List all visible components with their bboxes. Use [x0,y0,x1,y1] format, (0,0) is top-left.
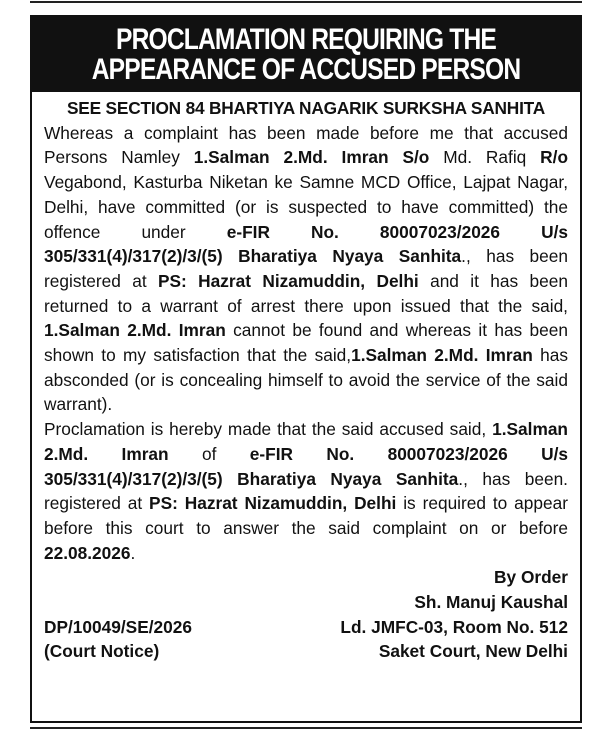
notice-body [32,92,580,664]
bold-text: e-FIR No. 80007023/2026 U/s 305/331(4)/317(2)/3/(5) Bharatiya Nyaya Sanhita [44,221,568,267]
bold-text: PS: Hazrat Nizamuddin, Delhi [149,493,397,514]
text: Whereas a complaint has been made before me that accused Persons Namley [44,122,568,168]
bold-text: 1.Salman 2.Md. Imran [351,345,533,366]
title-banner [32,17,580,92]
bold-text: 1.Salman 2.Md. Imran [44,419,568,464]
paragraph-1 [44,121,568,417]
text: . [130,542,136,563]
footer-row-2 [44,639,568,664]
footer-row-1 [44,615,568,640]
title-line-1: PROCLAMATION REQUIRING THE [115,22,497,56]
proclamation-notice [30,15,582,723]
bold-text: 22.08.2026 [44,542,131,563]
bold-text: PS: Hazrat Nizamuddin, Delhi [158,270,419,291]
section-heading: SEE SECTION 84 BHARTIYA NAGARIK SURKSHA SANHITA [66,98,546,118]
text: ., has been. registered at [44,468,568,514]
bold-text: 1.Salman 2.Md. Imran S/o [193,147,430,168]
text: and it has been returned to a warrant of arrest there upon issued that the said, [44,270,568,316]
bold-text: e-FIR No. 80007023/2026 U/s 305/331(4)/317(2)/3/(5) Bharatiya Nyaya Sanhita [44,443,568,489]
text: Md. Rafiq [429,147,541,168]
text: Vegabond, Kasturba Niketan ke Samne MCD Office, Lajpat Nagar, Delhi, have committed (or is suspected to have committed) the offence under [44,172,568,242]
top-divider [30,1,582,3]
text: of [168,443,250,464]
by-order: By Order [494,567,568,588]
text: ., has been registered at [44,246,569,291]
notice-type: (Court Notice) [44,641,160,662]
bold-text: 1.Salman 2.Md. Imran [44,320,226,341]
signatory-designation: Ld. JMFC-03, Room No. 512 [340,616,568,637]
text: Proclamation is hereby made that the said accused said, [44,419,493,440]
bold-text: R/o [540,147,568,168]
reference-number: DP/10049/SE/2026 [44,616,192,637]
text: has absconded (or is concealing himself to avoid the service of the said warrant). [44,345,568,415]
paragraph-2 [44,417,568,565]
text: is required to appear before this court to answer the said complaint on or before [44,493,568,538]
title-line-2: APPEARANCE OF ACCUSED PERSON [91,52,521,86]
text: cannot be found and whereas it has been shown to my satisfaction that the said, [44,320,568,366]
court-name: Saket Court, New Delhi [378,641,568,662]
signatory-name: Sh. Manuj Kaushal [414,592,568,613]
bottom-divider [30,727,582,729]
